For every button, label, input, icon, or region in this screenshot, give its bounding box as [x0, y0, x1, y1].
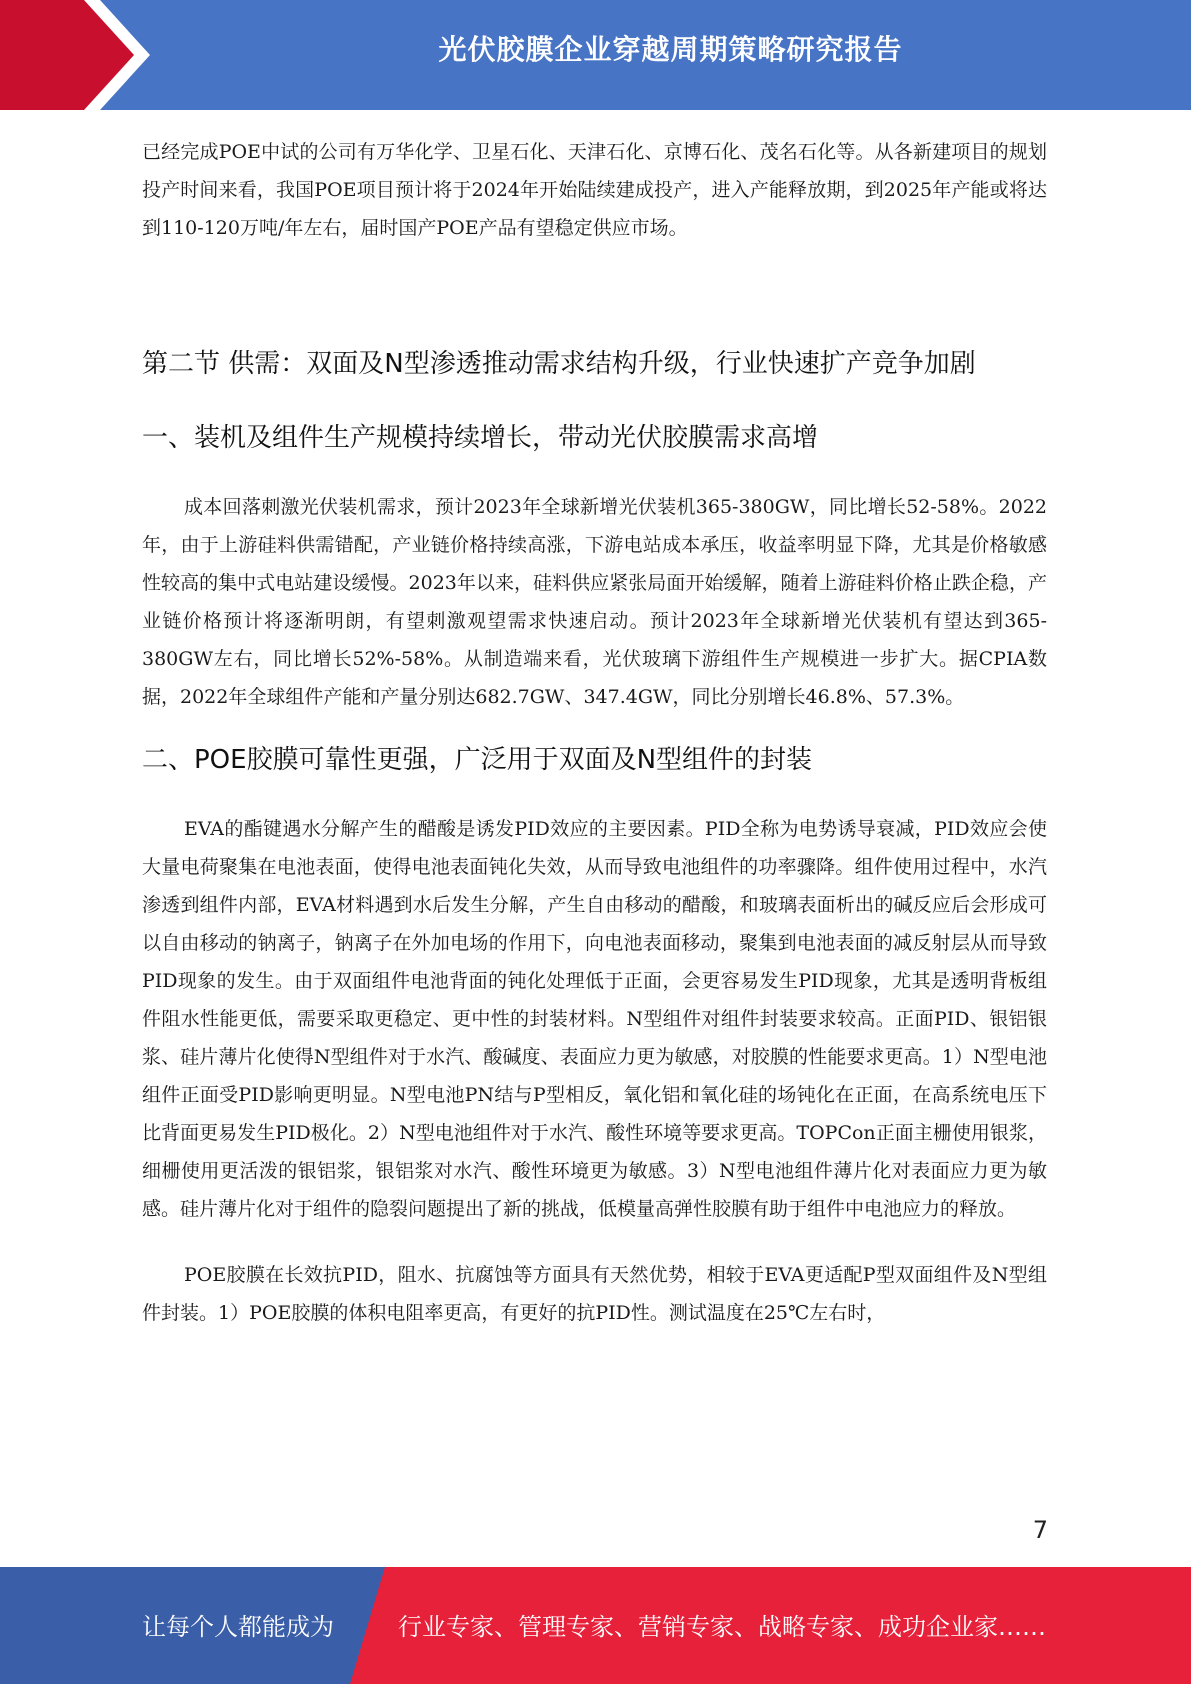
header-title: 光伏胶膜企业穿越周期策略研究报告	[438, 33, 903, 66]
footer-slogan-right: 行业专家、管理专家、营销专家、战略专家、成功企业家……	[398, 1613, 1046, 1641]
part2-paragraph-1: EVA的酯键遇水分解产生的醋酸是诱发PID效应的主要因素。PID全称为电势诱导衰减，PID效应会使大量电荷聚集在电池表面，使得电池表面钝化失效，从而导致电池组件的功率骤降。组件使用过程中，水汽渗透到组件内部，EVA材料遇到水后发生分解，产生自由移动的醋酸，和玻璃表面析出的碱反应后会形成可以自由移动的钠离子，钠离子在外加电场的作用下，向电池表面移动，聚集到电池表面的减反射层从而导致PID现象的发生。由于双面组件电池背面的钝化处理低于正面，会更容易发生PID现象，尤其是透明背板组件阻水性能更低，需要采取更稳定、更中性的封装材料。N型组件对组件封装要求较高。正面PID、银铝银浆、硅片薄片化使得N型组件对于水汽、酸碱度、表面应力更为敏感，对胶膜的性能要求更高。1）N型电池组件正面受PID影响更明显。N型电池PN结与P型相反，氧化铝和氧化硅的场钝化在正面，在高系统电压下比背面更易发生PID极化。2）N型电池组件对于水汽、酸性环境等要求更高。TOPCon正面主栅使用银浆，细栅使用更活泼的银铝浆，银铝浆对水汽、酸性环境更为敏感。3）N型电池组件薄片化对表面应力更为敏感。硅片薄片化对于组件的隐裂问题提出了新的挑战，低模量高弹性胶膜有助于组件中电池应力的释放。	[142, 818, 1047, 1220]
header-arrow-graphic	[0, 0, 160, 110]
part2-paragraph-2: POE胶膜在长效抗PID，阻水、抗腐蚀等方面具有天然优势，相较于EVA更适配P型双面组件及N型组件封装。1）POE胶膜的体积电阻率更高，有更好的抗PID性。测试温度在25℃左右时，	[142, 1264, 1047, 1324]
page-number: 7	[1032, 1516, 1048, 1544]
footer-slogan-left: 让每个人都能成为	[142, 1613, 334, 1641]
intro-paragraph: 已经完成POE中试的公司有万华化学、卫星石化、天津石化、京博石化、茂名石化等。从各新建项目的规划投产时间来看，我国POE项目预计将于2024年开始陆续建成投产，进入产能释放期，到2025年产能或将达到110-120万吨/年左右，届时国产POE产品有望稳定供应市场。	[142, 141, 1047, 239]
page-footer	[0, 1567, 1191, 1684]
part2-heading: 二、POE胶膜可靠性更强，广泛用于双面及N型组件的封装	[142, 745, 813, 775]
part1-heading: 一、装机及组件生产规模持续增长，带动光伏胶膜需求高增	[142, 423, 819, 453]
main-content	[142, 133, 1047, 1332]
section-title: 第二节 供需：双面及N型渗透推动需求结构升级，行业快速扩产竞争加剧	[142, 349, 976, 379]
part1-paragraph: 成本回落刺激光伏装机需求，预计2023年全球新增光伏装机365-380GW，同比增长52-58%。2022年，由于上游硅料供需错配，产业链价格持续高涨，下游电站成本承压，收益率明显下降，尤其是价格敏感性较高的集中式电站建设缓慢。2023年以来，硅料供应紧张局面开始缓解，随着上游硅料价格止跌企稳，产业链价格预计将逐渐明朗，有望刺激观望需求快速启动。预计2023年全球新增光伏装机有望达到365-380GW左右，同比增长52%-58%。从制造端来看，光伏玻璃下游组件生产规模进一步扩大。据CPIA数据，2022年全球组件产能和产量分别达682.7GW、347.4GW，同比分别增长46.8%、57.3%。	[142, 496, 1047, 708]
page-header	[0, 0, 1191, 110]
